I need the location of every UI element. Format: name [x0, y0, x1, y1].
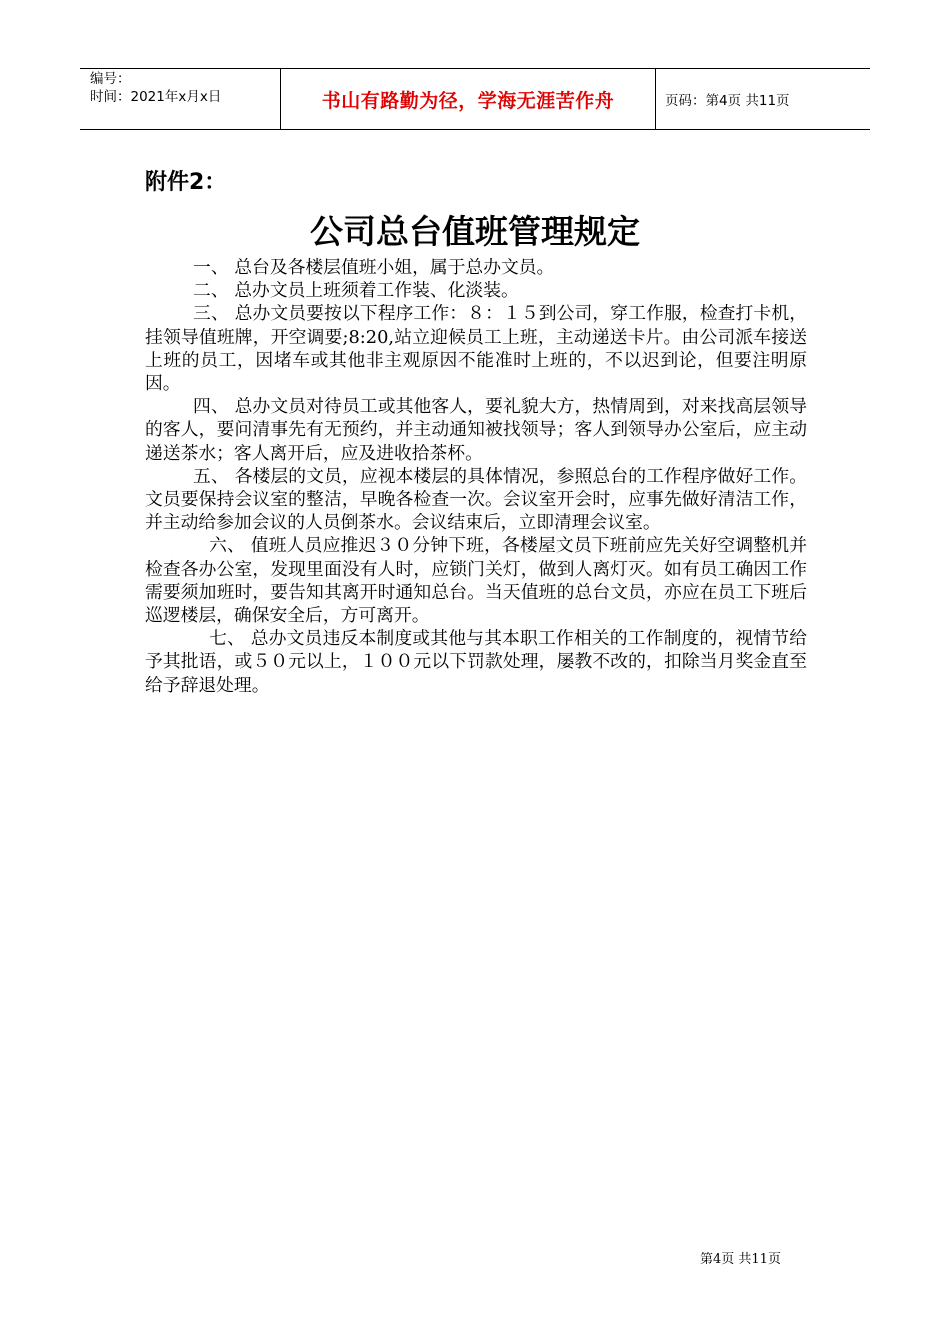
page-title: 公司总台值班管理规定	[310, 212, 640, 251]
header-page-cell	[655, 69, 870, 129]
paragraph-7: 七、 总办文员违反本制度或其他与其本职工作相关的工作制度的，视情节给予其批语，或５０元以上，１００元以下罚款处理，屡教不改的，扣除当月奖金直至给予辞退处理。	[145, 628, 807, 696]
document-body	[145, 256, 807, 697]
attachment-label: 附件2：	[145, 170, 227, 195]
paragraph-3: 三、 总办文员要按以下程序工作：８：１５到公司，穿工作服，检查打卡机，挂领导值班牌，开空调要;8:20,站立迎候员工上班，主动递送卡片。由公司派车接送上班的员工，因堵车或其他非主观原因不能准时上班的，不以迟到论，但要注明原因。	[145, 303, 807, 395]
paragraph-4: 四、 总办文员对待员工或其他客人，要礼貌大方，热情周到，对来找高层领导的客人，要问清事先有无预约，并主动通知被找领导；客人到领导办公室后，应主动递送茶水；客人离开后，应及进收拾茶杯。	[145, 396, 807, 464]
paragraph-2: 二、 总办文员上班须着工作装、化淡装。	[193, 280, 519, 302]
header-number-label: 编号：	[90, 71, 131, 87]
document-header	[80, 68, 870, 130]
paragraph-5: 五、 各楼层的文员，应视本楼层的具体情况，参照总台的工作程序做好工作。文员要保持会议室的整洁，早晚各检查一次。会议室开会时，应事先做好清洁工作，并主动给参加会议的人员倒茶水。会议结束后，立即清理会议室。	[145, 465, 807, 534]
paragraph-6: 六、 值班人员应推迟３０分钟下班，各楼屋文员下班前应先关好空调整机并检查各办公室，发现里面没有人时，应锁门关灯，做到人离灯灭。如有员工确因工作需要须加班时，要告知其离开时通知总台。当天值班的总台文员，亦应在员工下班后巡逻楼层，确保安全后，方可离开。	[145, 535, 807, 627]
header-time-label: 时间：2021年x月x日	[90, 89, 222, 105]
header-meta-cell	[80, 69, 280, 129]
header-motto-cell	[280, 69, 656, 129]
header-page-label: 页码：第4页 共11页	[665, 93, 790, 109]
paragraph-1: 一、 总台及各楼层值班小姐，属于总办文员。	[193, 257, 555, 278]
header-motto: 书山有路勤为径，学海无涯苦作舟	[321, 89, 615, 112]
page-footer: 第4页 共11页	[700, 1252, 781, 1267]
